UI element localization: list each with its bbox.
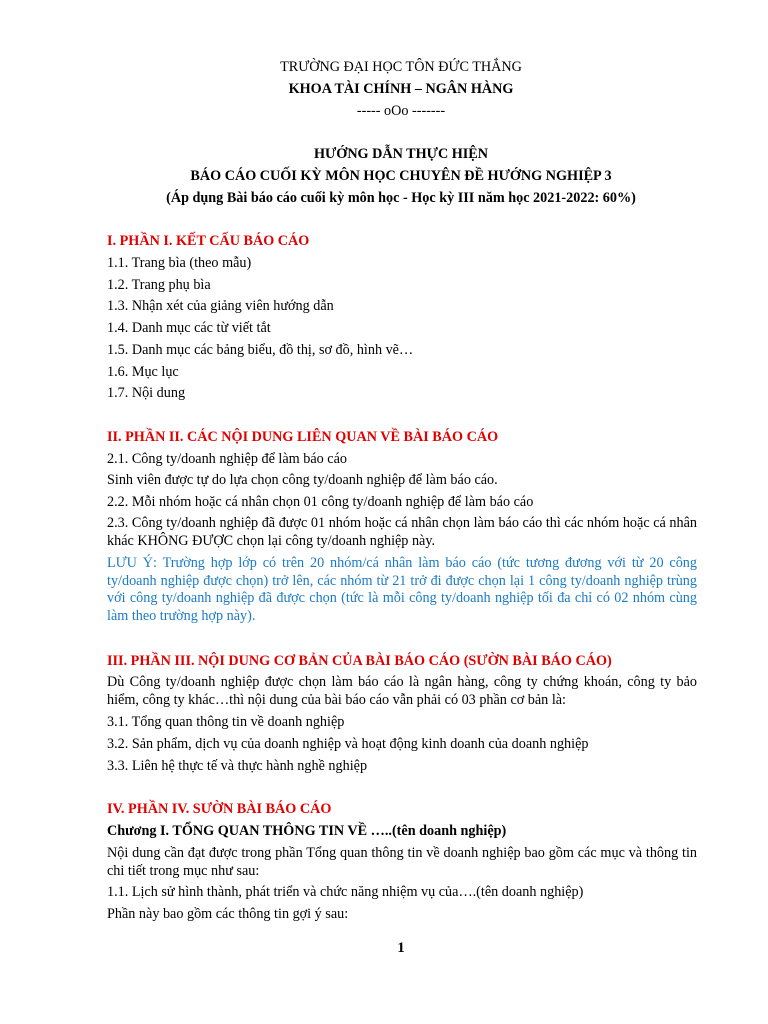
section-2-heading: II. PHẦN II. CÁC NỘI DUNG LIÊN QUAN VỀ BÀI BÁO CÁO (107, 429, 499, 445)
section-3-intro: Dù Công ty/doanh nghiệp được chọn làm báo cáo là ngân hàng, công ty chứng khoán, công ty bảo hiểm, công ty khác…thì nội dung của bài báo cáo vẫn phải có 03 phần cơ bản là: (107, 674, 697, 708)
title-line-2: BÁO CÁO CUỐI KỲ MÔN HỌC CHUYÊN ĐỀ HƯỚNG NGHIỆP 3 (190, 168, 612, 184)
faculty-name: KHOA TÀI CHÍNH – NGÂN HÀNG (288, 81, 514, 97)
section-3-item: 3.3. Liên hệ thực tế và thực hành nghề nghiệp (107, 758, 368, 774)
section-1-item: 1.7. Nội dung (107, 385, 186, 401)
chapter-1-item-1-1-note: Phần này bao gồm các thông tin gợi ý sau: (107, 906, 349, 922)
section-1-item: 1.3. Nhận xét của giảng viên hướng dẫn (107, 298, 334, 314)
section-1-item: 1.6. Mục lục (107, 364, 179, 380)
section-2-item-2-3: 2.3. Công ty/doanh nghiệp đã được 01 nhóm hoặc cá nhân chọn làm báo cáo thì các nhóm hoặc cá nhân khác KHÔNG ĐƯỢC chọn lại công ty/doanh nghiệp này. (107, 515, 697, 549)
section-2-item-2-1: 2.1. Công ty/doanh nghiệp để làm báo cáo (107, 451, 347, 467)
section-2-item-2-1-note: Sinh viên được tự do lựa chọn công ty/doanh nghiệp để làm báo cáo. (107, 472, 498, 488)
section-2-note: LƯU Ý: Trường hợp lớp có trên 20 nhóm/cá nhân làm báo cáo (tức tương đương với từ 20 công ty/doanh nghiệp được chọn) trở lên, các nhóm từ 21 trở đi được chọn lại 1 công ty/doanh nghiệp trùng với công ty/doanh nghiệp đã được chọn (tức là mỗi công ty/doanh nghiệp tối đa chỉ có 02 nhóm cùng làm theo trường hợp này). (107, 555, 697, 624)
title-line-3: (Áp dụng Bài báo cáo cuối kỳ môn học - Học kỳ III năm học 2021-2022: 60%) (166, 190, 636, 206)
page-number: 1 (397, 940, 405, 956)
chapter-1-heading: Chương I. TỔNG QUAN THÔNG TIN VỀ …..(tên doanh nghiệp) (107, 823, 507, 839)
section-2-item-2-2: 2.2. Mỗi nhóm hoặc cá nhân chọn 01 công ty/doanh nghiệp để làm báo cáo (107, 494, 534, 510)
section-1-heading: I. PHẦN I. KẾT CẤU BÁO CÁO (107, 233, 310, 249)
section-3-item: 3.1. Tổng quan thông tin về doanh nghiệp (107, 714, 345, 730)
section-3-heading: III. PHẦN III. NỘI DUNG CƠ BẢN CỦA BÀI BÁO CÁO (SƯỜN BÀI BÁO CÁO) (107, 653, 612, 669)
section-1-item: 1.5. Danh mục các bảng biểu, đồ thị, sơ đồ, hình vẽ… (107, 342, 414, 358)
chapter-1-intro: Nội dung cần đạt được trong phần Tổng quan thông tin về doanh nghiệp bao gồm các mục và thông tin chi tiết trong mục như sau: (107, 845, 697, 879)
section-4-heading: IV. PHẦN IV. SƯỜN BÀI BÁO CÁO (107, 801, 332, 817)
section-1-item: 1.2. Trang phụ bìa (107, 277, 211, 293)
title-line-1: HƯỚNG DẪN THỰC HIỆN (313, 146, 489, 162)
section-1-item: 1.4. Danh mục các từ viết tắt (107, 320, 271, 336)
chapter-1-item-1-1: 1.1. Lịch sử hình thành, phát triển và chức năng nhiệm vụ của….(tên doanh nghiệp) (107, 884, 584, 900)
university-name: TRƯỜNG ĐẠI HỌC TÔN ĐỨC THẮNG (280, 59, 522, 75)
section-3-item: 3.2. Sản phẩm, dịch vụ của doanh nghiệp và hoạt động kinh doanh của doanh nghiệp (107, 736, 589, 752)
section-1-item: 1.1. Trang bìa (theo mẫu) (107, 255, 252, 271)
header-ornament: ----- oOo ------- (356, 103, 446, 119)
